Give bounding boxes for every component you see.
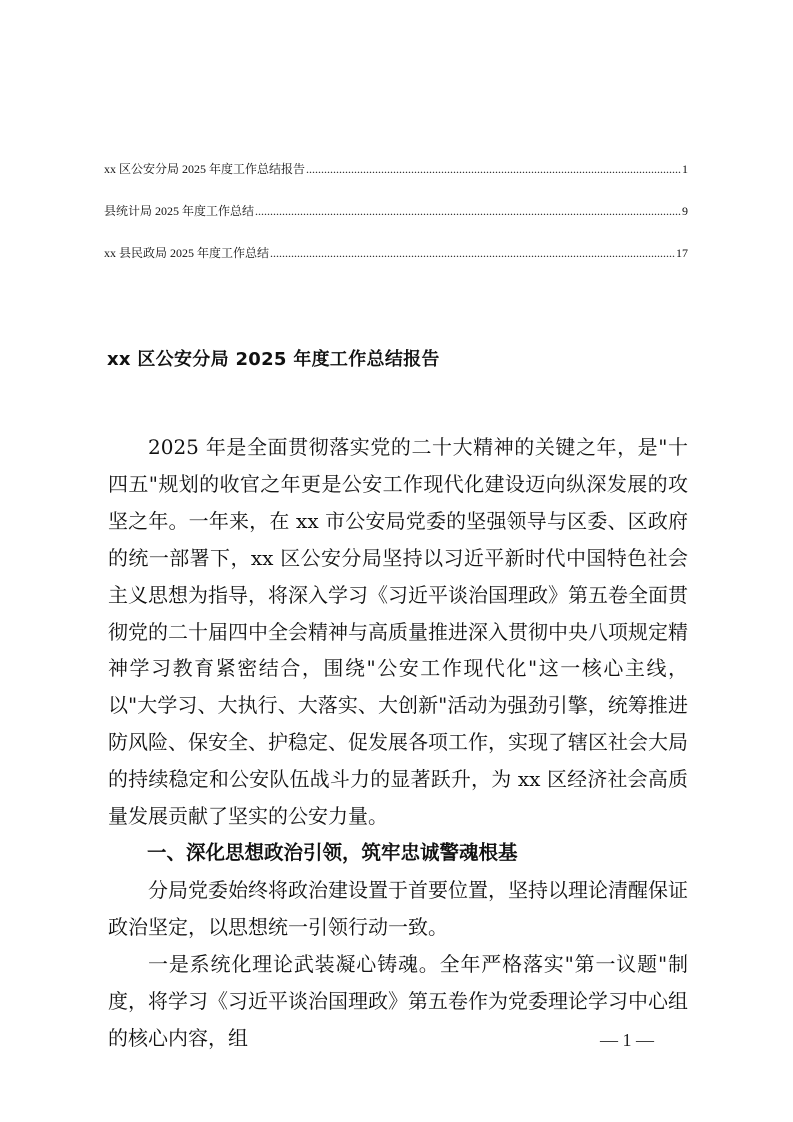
- toc-entry-page[interactable]: 1: [682, 162, 688, 176]
- toc-entry-page[interactable]: 17: [676, 246, 688, 260]
- toc-entry[interactable]: [104, 160, 688, 180]
- toc-entry-title[interactable]: xx 区公安分局 2025 年度工作总结报告: [104, 162, 306, 176]
- body-paragraph: 一是系统化理论武装凝心铸魂。全年严格落实"第一议题"制度，将学习《习近平谈治国理政》第五卷作为党委理论学习中心组的核心内容，组: [108, 951, 688, 1050]
- document-title: xx 区公安分局 2025 年度工作总结报告: [107, 349, 440, 371]
- body-paragraph: 分局党委始终将政治建设置于首要位置，坚持以理论清醒保证政治坚定，以思想统一引领行动一致。: [108, 877, 688, 939]
- toc-leader-dots: [270, 246, 675, 261]
- intro-paragraph: 2025 年是全面贯彻落实党的二十大精神的关键之年，是"十四五"规划的收官之年更是公安工作现代化建设迈向纵深发展的攻坚之年。一年来，在 xx 市公安局党委的坚强领导与区委、区政府的统一部署下，xx 区公安分局坚持以习近平新时代中国特色社会主义思想为指导，将深入学习《习近平谈治国理政》第五卷全面贯彻党的二十届四中全会精神与高质量推进深入贯彻中央八项规定精神学习教育紧密结合，围绕"公安工作现代化"这一核心主线，以"大学习、大执行、大落实、大创新"活动为强劲引擎，统筹推进防风险、保安全、护稳定、促发展各项工作，实现了辖区社会大局的持续稳定和公安队伍战斗力的显著跃升，为 xx 区经济社会高质量发展贡献了坚实的公安力量。: [108, 435, 688, 829]
- document-body: [108, 429, 688, 1056]
- toc-entry[interactable]: [104, 202, 688, 222]
- toc-entry[interactable]: [104, 244, 688, 264]
- page-number: — 1 —: [600, 1030, 654, 1050]
- toc-leader-dots: [255, 204, 681, 219]
- toc-entry-title[interactable]: 县统计局 2025 年度工作总结: [104, 204, 255, 218]
- section-heading: 一、深化思想政治引领，筑牢忠诚警魂根基: [147, 840, 518, 864]
- toc-entry-page[interactable]: 9: [682, 204, 688, 218]
- toc-leader-dots: [306, 162, 681, 177]
- table-of-contents: [104, 160, 688, 286]
- toc-entry-title[interactable]: xx 县民政局 2025 年度工作总结: [104, 246, 270, 260]
